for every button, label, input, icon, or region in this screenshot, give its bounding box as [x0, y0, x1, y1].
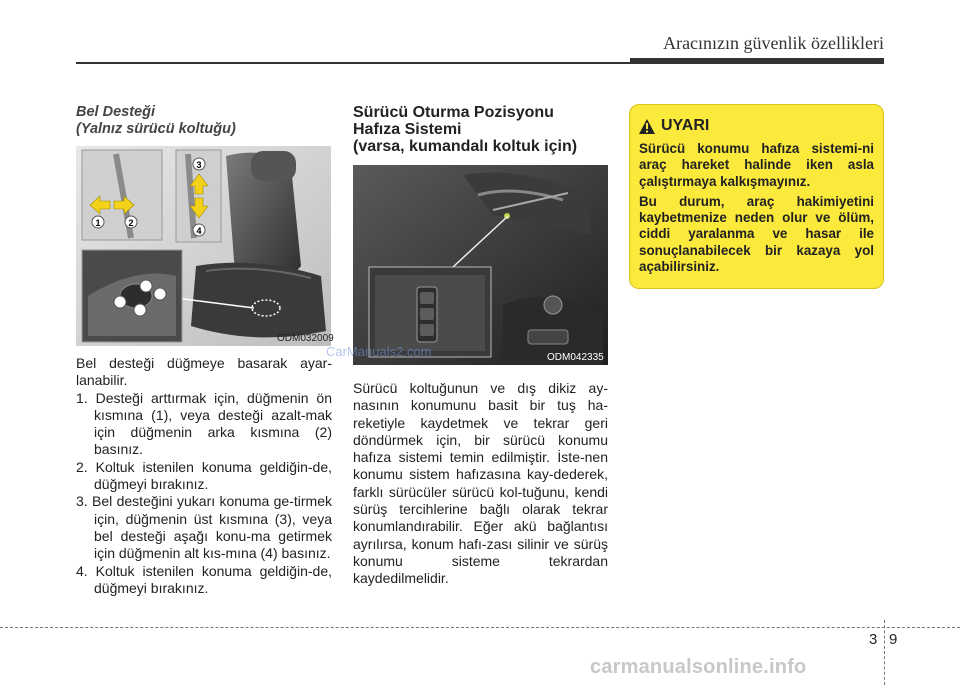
lumbar-step: 4. Koltuk istenilen konuma geldiğin-de, düğmeyi bırakınız.	[76, 562, 332, 596]
warning-title: UYARI	[661, 117, 710, 134]
seat-illustration	[76, 146, 331, 346]
memory-title-2: Hafıza Sistemi	[353, 121, 462, 138]
lumbar-subtitle-1: Bel Desteği	[76, 104, 155, 120]
callout-1: 1	[95, 218, 101, 228]
header-rule-accent	[630, 58, 884, 64]
page-number: 9	[889, 631, 898, 648]
memory-title-1: Sürücü Oturma Pozisyonu	[353, 104, 554, 121]
lumbar-intro-text: Bel desteği düğmeye basarak ayar-lanabilir.	[76, 355, 332, 389]
memory-body	[353, 380, 608, 588]
lumbar-support-section	[76, 104, 332, 138]
door-illustration	[353, 165, 608, 365]
footer-site-link[interactable]: carmanualsonline.info	[590, 656, 807, 678]
callout-4: 4	[196, 226, 202, 236]
lumbar-step: 2. Koltuk istenilen konuma geldiğin-de, düğmeyi bırakınız.	[76, 458, 332, 493]
lumbar-step: 1. Desteği arttırmak için, düğmenin ön kısmına (1), veya desteği azalt-mak için düğmenin arka kısmına (2) basınız.	[76, 389, 332, 458]
warning-text-2: Bu durum, araç hakimiyetini kaybetmenize neden olur ve ölüm, ciddi yaralanma ve hasar ile sonuçlanabilecek bir kazaya yol açabilirsiniz.	[639, 193, 874, 275]
warning-box	[629, 104, 884, 289]
lumbar-subtitle-2: (Yalnız sürücü koltuğu)	[76, 121, 236, 137]
lumbar-steps-list	[76, 390, 332, 598]
footer-page-divider	[884, 620, 885, 685]
warning-text-1: Sürücü konumu hafıza sistemi-ni araç hareket halinde iken asla çalıştırmaya kalkışmayınız.	[639, 141, 874, 189]
lumbar-step: 3. Bel desteğini yukarı konuma ge-tirmek için, düğmenin üst kısmına (3), veya bel desteği aşağı konu-ma getirmek için düğmenin alt kıs-mına (4) basınız.	[76, 493, 332, 562]
memory-body-text: Sürücü koltuğunun ve dış dikiz ay-nasının konumunu basit bir tuş ha-reketiyle kaydetmek ve tekrar geri döndürmek için, bir sürücü konumu hafıza sistemi temin edilmiştir. İste-nen konumu sistem hafızasına kay-dederek, farklı sürücüler sürücü kol-tuğunu, kendi sürüş tercihlerine bağlı olarak tekrar konumlandırabilir. Eğer akü bağlantısı ayrılırsa, konum hafı-zası silinir ve sürüş konumu sisteme tekrardan kaydedilmelidir.	[353, 380, 608, 587]
memory-system-section	[353, 104, 608, 155]
memory-title-3: (varsa, kumandalı koltuk için)	[353, 138, 578, 155]
warning-header	[639, 117, 874, 135]
page-chapter-number: 3	[869, 631, 878, 648]
callout-3: 3	[196, 160, 202, 170]
memory-door-figure	[353, 165, 608, 365]
page-header-title: Aracınızın güvenlik özellikleri	[663, 33, 884, 53]
watermark: CarManuals2.com	[326, 344, 432, 359]
footer-divider	[0, 627, 960, 628]
warning-triangle-icon	[639, 119, 655, 134]
lumbar-seat-figure	[76, 146, 331, 346]
callout-2: 2	[128, 218, 134, 228]
memory-figure-code: ODM042335	[547, 352, 604, 363]
lumbar-figure-code: ODM032009	[277, 333, 334, 344]
lumbar-instructions	[76, 355, 332, 597]
